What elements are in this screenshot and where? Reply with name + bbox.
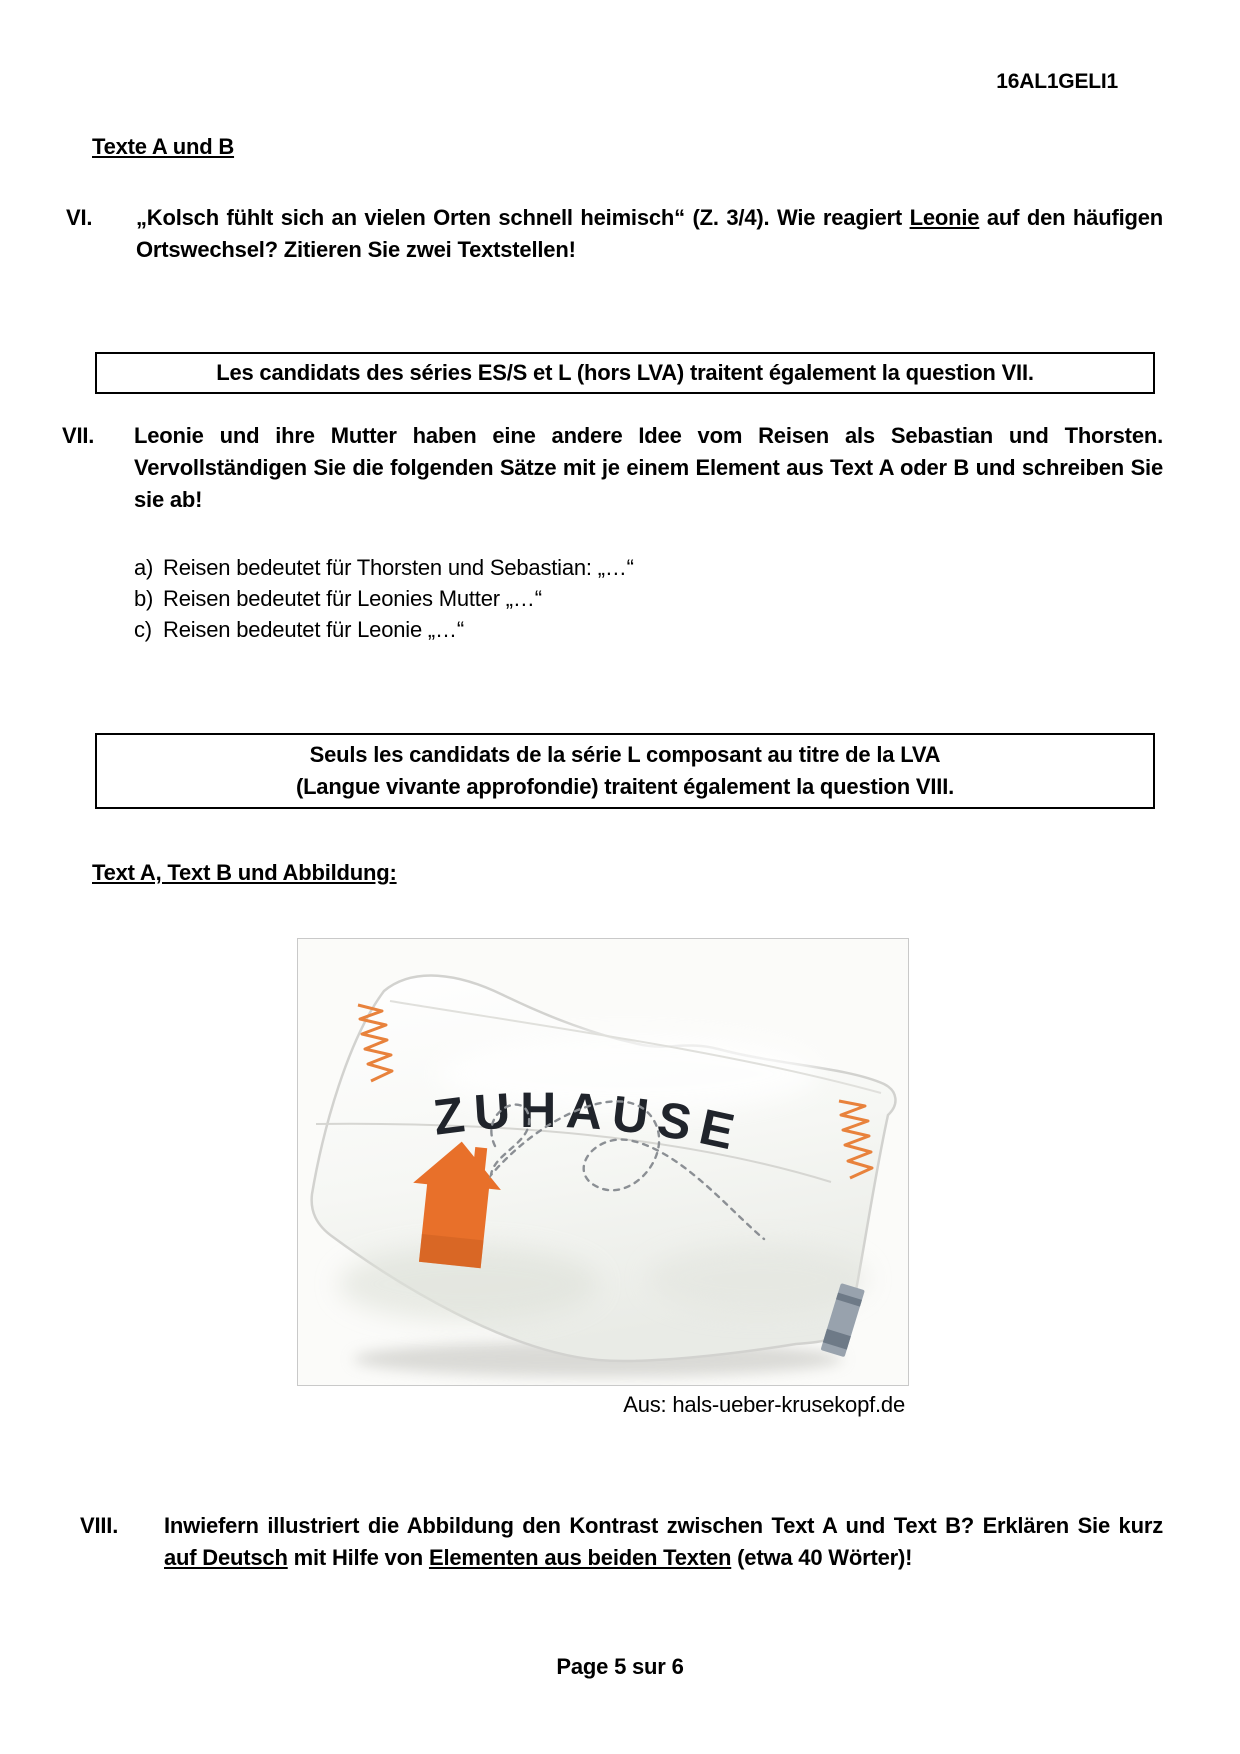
- pillow-word-zuhause: ZUHAUSE: [430, 1081, 748, 1163]
- list-item-a: [134, 552, 1134, 583]
- question-vii-text: Leonie und ihre Mutter haben eine andere Idee vom Reisen als Sebastian und Thorsten. Vervollständigen Sie die folgenden Sätze mit je einem Element aus Text A oder B und schreiben Sie sie ab!: [134, 423, 1163, 512]
- document-code: 16AL1GELI1: [996, 70, 1118, 93]
- question-vii-number: VII.: [62, 423, 95, 448]
- list-item-c-text: Reisen bedeutet für Leonie „…“: [163, 617, 464, 642]
- question-vi-text-pre: „Kolsch fühlt sich an vielen Orten schnell heimisch“ (Z. 3/4). Wie reagiert: [136, 205, 910, 230]
- question-vii: [62, 420, 1166, 516]
- pillow-illustration: [298, 939, 908, 1385]
- question-vi-number: VI.: [66, 205, 93, 230]
- question-viii-number: VIII.: [80, 1513, 119, 1538]
- list-item-a-label: a): [134, 555, 154, 580]
- section-heading-texte-a-und-b: Texte A und B: [92, 134, 235, 159]
- question-vi-underlined-word: Leonie: [909, 205, 980, 230]
- question-viii-seg1: Inwiefern illustriert die Abbildung den Kontrast zwischen Text A und Text B? Erklären Sie kurz: [164, 1513, 1163, 1538]
- list-item-c: [134, 614, 1134, 645]
- list-item-c-label: c): [134, 617, 152, 642]
- notice-box2-line1: Seuls les candidats de la série L composant au titre de la LVA: [309, 742, 941, 767]
- question-viii-text: [164, 1510, 1163, 1574]
- question-vi-text-post: auf den häufigen Ortswechsel? Zitieren Sie zwei Textstellen!: [136, 205, 1163, 262]
- list-item-b-text: Reisen bedeutet für Leonies Mutter „…“: [163, 586, 542, 611]
- list-item-b-label: b): [134, 586, 154, 611]
- notice-box-question-viii: [95, 733, 1155, 809]
- question-viii-seg2: mit Hilfe von: [287, 1545, 429, 1570]
- figure-caption: Aus: hals-ueber-krusekopf.de: [623, 1392, 905, 1417]
- question-viii: [80, 1510, 1166, 1574]
- question-viii-seg3: (etwa 40 Wörter)!: [731, 1545, 913, 1570]
- notice-box2-line2: (Langue vivante approfondie) traitent également la question VIII.: [295, 774, 955, 799]
- question-viii-underline-elemente: Elementen aus beiden Texten: [428, 1545, 732, 1570]
- notice-box-question-vii: Les candidats des séries ES/S et L (hors LVA) traitent également la question VII.: [95, 352, 1155, 394]
- list-item-b: [134, 583, 1134, 614]
- question-vi-text: [136, 202, 1163, 266]
- list-item-a-text: Reisen bedeutet für Thorsten und Sebastian: „…“: [163, 555, 634, 580]
- section-heading-abbildung: Text A, Text B und Abbildung:: [92, 860, 397, 885]
- pillow-photo: [297, 938, 909, 1386]
- page-number: Page 5 sur 6: [556, 1654, 684, 1679]
- question-vi: [66, 202, 1166, 266]
- question-viii-underline-auf-deutsch: auf Deutsch: [164, 1545, 288, 1570]
- question-vii-list: [134, 552, 1134, 645]
